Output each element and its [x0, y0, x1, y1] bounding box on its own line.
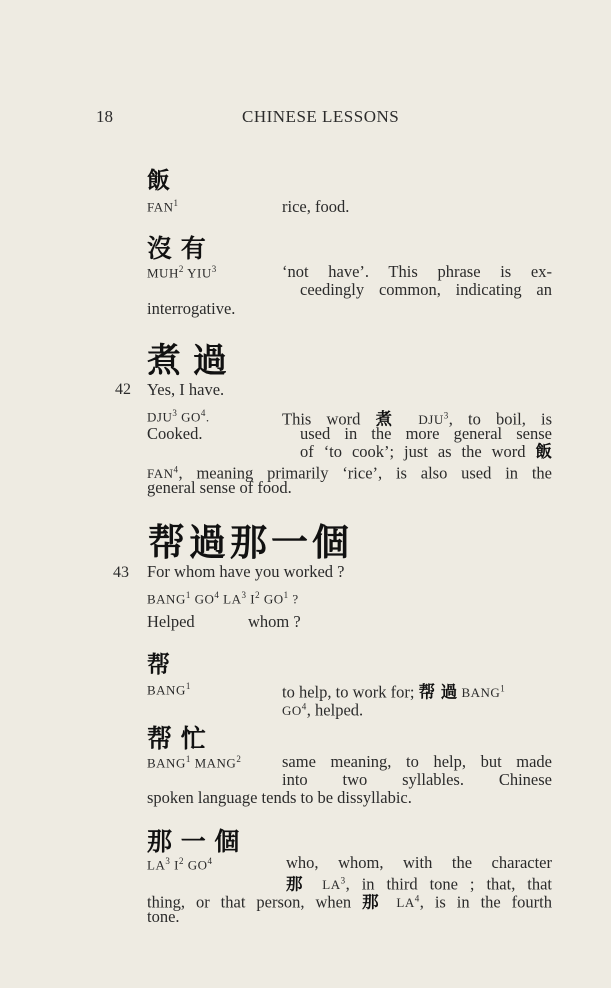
hanzi-fan: 飯	[147, 167, 170, 194]
definition-line: same meaning, to help, but made	[282, 752, 552, 771]
hanzi-muh-yiu: 沒 有	[147, 234, 206, 263]
literal-gloss: Cooked.	[147, 424, 203, 443]
note-line: FAN$^4$, meaning primarily ‘rice’, is also used in the	[147, 463, 552, 483]
definition-line: who, whom, with the character	[286, 853, 552, 872]
definition-line: spoken language tends to be dissyllabic.	[147, 788, 412, 807]
note-line: of ‘to cook’; just as the word 飯	[300, 442, 552, 461]
definition-line: interrogative.	[147, 299, 236, 318]
hanzi-bang: 帮	[147, 651, 170, 678]
hanzi-dju-go: 煮 過	[147, 341, 227, 381]
literal-gloss: Helped	[147, 612, 195, 631]
literal-gloss: whom ?	[248, 612, 301, 631]
running-header: CHINESE LESSONS	[242, 107, 400, 126]
note-line: used in the more general sense	[300, 424, 552, 443]
romanization: MUH$^2$ YIU$^3$	[147, 264, 217, 281]
romanization: BANG$^1$ MANG$^2$	[147, 754, 242, 771]
definition-line: 那 $LA^3$, in third tone ; that, that	[286, 874, 553, 894]
note-line: general sense of food.	[147, 478, 292, 497]
english-sentence: Yes, I have.	[147, 380, 225, 399]
definition-line: thing, or that person, when 那 $LA^4$, is in the fourth	[147, 892, 553, 912]
hanzi-la-i-go: 那 一 個	[147, 827, 240, 856]
romanization: BANG$^1$	[147, 681, 191, 698]
definition-line: into two syllables. Chinese	[282, 770, 552, 789]
definition-line: $GO^4$, helped.	[282, 700, 364, 720]
definition-line: tone.	[147, 907, 180, 926]
english-sentence: For whom have you worked ?	[147, 562, 345, 581]
hanzi-bang-go-la-i-go: 帮過那一個	[148, 520, 353, 564]
example-number: 43	[113, 564, 129, 581]
romanization: $LA^3$ $I^2$ $GO^4$	[147, 856, 213, 873]
romanization: BANG$^1$ $GO^4$ $LA^3$ $I^2$ $GO^1$ ?	[147, 590, 299, 607]
definition-line: ‘not have’. This phrase is ex-	[282, 262, 552, 281]
romanization: FAN$^1$	[147, 198, 179, 215]
romanization: DJU$^3$ $GO^4$.	[147, 408, 210, 425]
hanzi-bang-mang: 帮 忙	[147, 724, 206, 753]
definition-line: to help, to work for; 帮 過 BANG$^1$	[282, 682, 506, 702]
page-number: 18	[96, 107, 113, 126]
definition-line: ceedingly common, indicating an	[300, 280, 552, 299]
example-number: 42	[115, 381, 131, 398]
note-line: This word 煮 DJU$^3$, to boil, is	[282, 409, 553, 429]
definition: rice, food.	[282, 197, 350, 216]
